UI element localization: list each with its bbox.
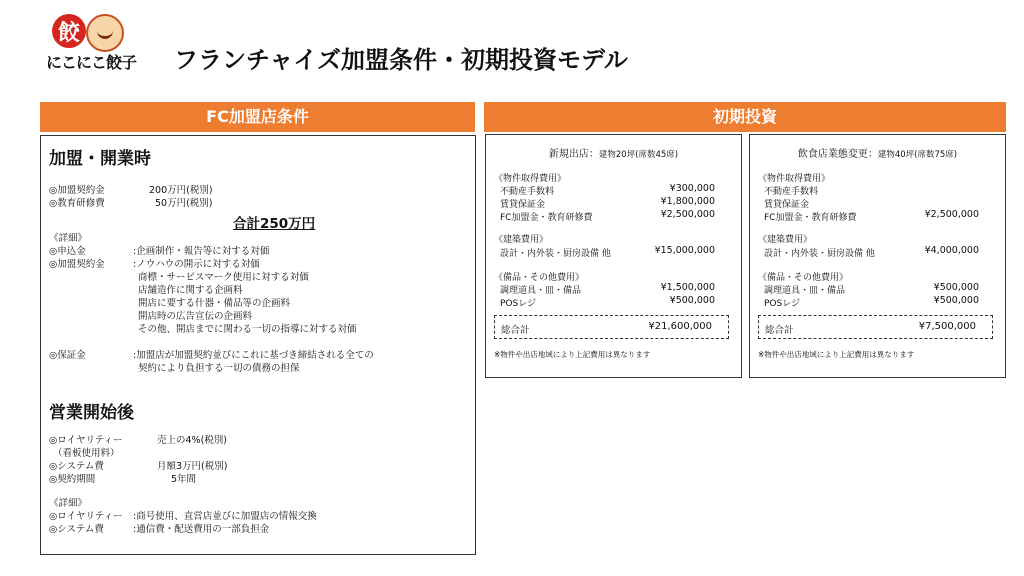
joining-heading: 加盟・開業時 [49,149,151,169]
detail-line: :ノウハウの開示に対する対価 [133,259,260,270]
new-store-card [485,134,742,378]
total-box [494,315,729,339]
cost-amount: ¥2,500,000 [660,209,715,220]
detail-label: ◎加盟契約金 [49,259,105,270]
detail-label: ◎保証金 [49,350,86,361]
fee-value: 50万円(税別) [155,198,213,209]
page-title: フランチャイズ加盟条件・初期投資モデル [174,46,628,74]
total-value: ¥7,500,000 [918,321,976,332]
cost-amount: ¥1,800,000 [660,196,715,207]
cost-item: 設計・内外装・厨房設備 他 [764,249,875,259]
cost-note: ※物件や出店地域により上記費用は異なります [758,350,915,359]
category-label: 《備品・その他費用》 [758,273,849,283]
card-title-main: 新規出店： [548,149,599,160]
fee-value: 200万円(税別) [149,185,213,196]
cost-amount: ¥500,000 [669,295,715,306]
detail-label: ◎ロイヤリティー [49,511,123,522]
fee-label: ◎契約期間 [49,474,96,485]
detail-title: 《詳細》 [49,498,88,509]
fee-value: 月額3万円(税別) [157,461,228,472]
fee-value: 売上の4%(税別) [157,435,227,446]
fee-label: ◎システム費 [49,461,104,472]
detail-line: :商号使用、直営店並びに加盟店の情報交換 [133,511,317,522]
cost-item: 不動産手数料 [500,187,555,197]
cost-item: POSレジ [500,299,536,309]
cost-amount: ¥300,000 [669,183,715,194]
cost-amount: ¥15,000,000 [654,245,715,256]
cost-item: 賃貸保証金 [764,200,810,210]
conversion-card [749,134,1006,378]
logo-wordmark: にこにこ餃子 [46,53,137,72]
cost-item: FC加盟金・教育研修費 [500,213,593,223]
fee-label: ◎加盟契約金 [49,185,105,196]
joining-total: 合計250万円 [233,216,316,232]
cost-item: 賃貸保証金 [500,200,546,210]
after-opening-heading: 営業開始後 [49,403,134,423]
logo [46,14,150,72]
category-label: 《建築費用》 [758,235,813,245]
cost-item: FC加盟金・教育研修費 [764,213,857,223]
card-title-main: 飲食店業態変更： [797,149,878,160]
detail-line: 開店時の広告宣伝の企画料 [138,311,253,322]
cost-item: 設計・内外装・厨房設備 他 [500,249,611,259]
logo-mark: 餃 [52,14,86,48]
detail-line: 契約により負担する一切の債務の担保 [138,363,300,374]
conditions-panel [40,135,476,555]
cost-amount: ¥4,000,000 [924,245,979,256]
card-title [750,145,1005,160]
card-title [486,145,741,160]
cost-item: 調理道具・皿・備品 [500,286,582,296]
detail-line: 開店に要する什器・備品等の企画料 [138,298,291,309]
detail-line: その他、開店までに関わる一切の指導に対する対価 [138,324,357,335]
category-label: 《物件取得費用》 [494,174,567,184]
card-title-sub: 建物20坪(席数45席) [598,150,679,160]
cost-amount: ¥2,500,000 [924,209,979,220]
mascot-icon [86,14,124,52]
fee-label: ◎ロイヤリティー [49,435,123,446]
total-value: ¥21,600,000 [648,321,712,332]
detail-line: :加盟店が加盟契約並びにこれに基づき締結される全ての [133,350,374,361]
total-label: 総合計 [765,325,794,336]
fee-value: 5年間 [171,474,197,485]
cost-amount: ¥1,500,000 [660,282,715,293]
fee-label: （看板使用料） [53,448,120,459]
category-label: 《建築費用》 [494,235,549,245]
category-label: 《物件取得費用》 [758,174,831,184]
cost-amount: ¥500,000 [933,295,979,306]
detail-line: 商標・サービスマーク使用に対する対価 [138,272,309,283]
detail-label: ◎申込金 [49,246,86,257]
fee-label: ◎教育研修費 [49,198,105,209]
investment-header: 初期投資 [484,102,1006,132]
detail-line: :通信費・配送費用の一部負担金 [133,524,270,535]
cost-item: POSレジ [764,299,800,309]
detail-title: 《詳細》 [49,233,88,244]
card-title-sub: 建物40坪(席数75席) [877,150,958,160]
total-label: 総合計 [501,325,530,336]
detail-label: ◎システム費 [49,524,104,535]
cost-amount: ¥500,000 [933,282,979,293]
cost-item: 不動産手数料 [764,187,819,197]
detail-line: :企画制作・報告等に対する対価 [133,246,270,257]
conditions-header: FC加盟店条件 [40,102,475,132]
detail-line: 店舗造作に関する企画料 [138,285,243,296]
cost-note: ※物件や出店地域により上記費用は異なります [494,350,651,359]
category-label: 《備品・その他費用》 [494,273,585,283]
total-box [758,315,993,339]
cost-item: 調理道具・皿・備品 [764,286,846,296]
